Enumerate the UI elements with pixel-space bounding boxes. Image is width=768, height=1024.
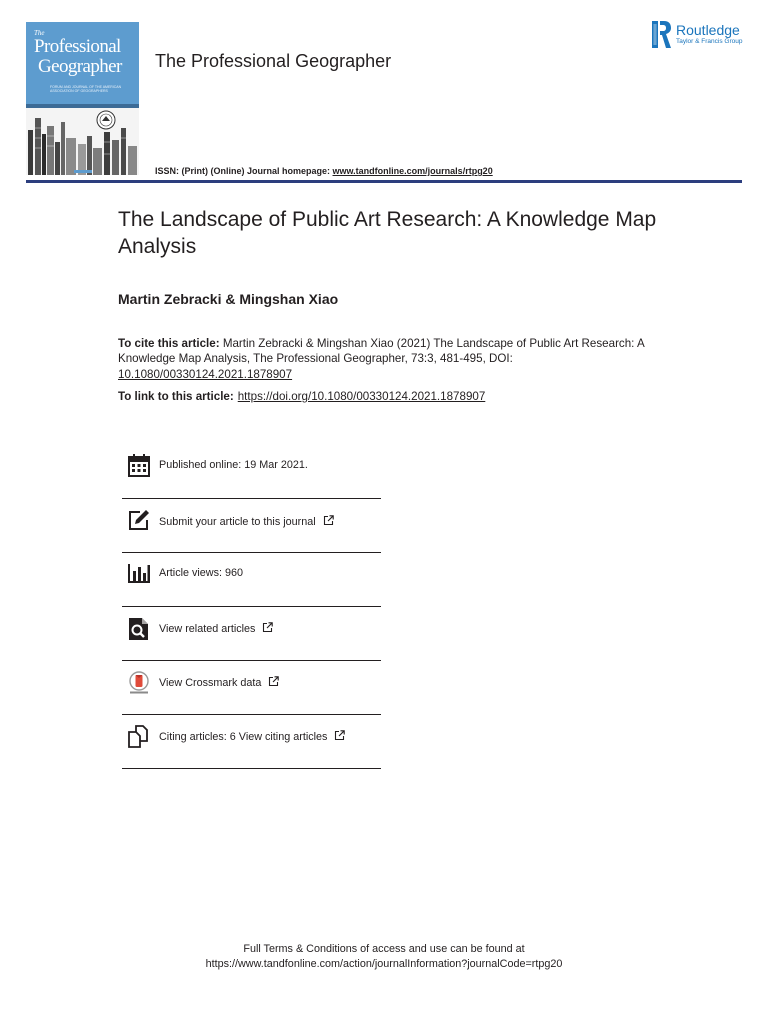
city-skyline-graphic <box>26 108 139 175</box>
issn-line <box>155 166 493 176</box>
crossmark-label: View Crossmark data <box>159 677 262 689</box>
footer-terms-text: Full Terms & Conditions of access and use can be found at <box>243 943 525 955</box>
cover-subtitle: FORUM AND JOURNAL OF THE AMERICAN ASSOCIATION OF GEOGRAPHERS <box>50 85 122 93</box>
publisher-name: Routledge <box>676 22 740 38</box>
article-views-item <box>122 553 381 607</box>
edit-icon <box>127 508 151 532</box>
submit-article-link[interactable] <box>159 515 334 528</box>
citing-articles-item[interactable] <box>122 715 381 769</box>
header-divider <box>26 180 742 183</box>
crossmark-link[interactable] <box>159 676 279 689</box>
cover-title-line2: Geographer <box>38 55 122 77</box>
external-link-icon <box>323 515 334 526</box>
article-title: The Landscape of Public Art Research: A Knowledge Map Analysis <box>118 208 657 258</box>
cover-title-line1: Professional <box>34 36 121 58</box>
cite-text: Martin Zebracki & Mingshan Xiao (2021) The Landscape of Public Art Research: A Knowledge Map Analysis, The Professional Geographer, 73:3, 481-495, DOI: <box>118 337 645 366</box>
crossmark-icon <box>127 671 151 695</box>
link-label: To link to this article: <box>118 390 234 403</box>
cite-doi-link[interactable]: 10.1080/00330124.2021.1878907 <box>118 367 293 381</box>
related-articles-label: View related articles <box>159 623 256 635</box>
publisher-group: Taylor & Francis Group <box>676 38 743 45</box>
citing-articles-label: Citing articles: 6 View citing articles <box>159 731 328 743</box>
article-info-list <box>122 445 381 769</box>
article-views-label: Article views: 960 <box>159 567 244 579</box>
article-authors: Martin Zebracki & Mingshan Xiao <box>118 291 339 307</box>
journal-title: The Professional Geographer <box>155 51 392 71</box>
journal-homepage-link[interactable]: www.tandfonline.com/journals/rtpg20 <box>332 166 493 176</box>
cover-photo <box>26 108 139 175</box>
cover-title-the: The <box>34 29 45 37</box>
bar-chart-icon <box>127 561 151 585</box>
publisher-logo[interactable] <box>652 21 748 51</box>
footer-terms-url[interactable]: https://www.tandfonline.com/action/journalInformation?journalCode=rtpg20 <box>205 958 563 970</box>
search-document-icon <box>127 617 151 641</box>
submit-article-label: Submit your article to this journal <box>159 516 316 528</box>
external-link-icon <box>262 622 273 633</box>
link-block <box>118 390 485 403</box>
journal-cover-image <box>26 22 139 175</box>
routledge-r-icon <box>652 21 671 48</box>
external-link-icon <box>268 676 279 687</box>
crossmark-item[interactable] <box>122 661 381 715</box>
submit-article-item[interactable] <box>122 499 381 553</box>
issn-text: ISSN: (Print) (Online) Journal homepage: <box>155 166 333 176</box>
citing-articles-link[interactable] <box>159 730 345 743</box>
cite-label: To cite this article: <box>118 337 220 350</box>
cover-title <box>34 30 138 76</box>
related-articles-link[interactable] <box>159 622 273 635</box>
calendar-icon <box>127 453 151 477</box>
article-doi-link[interactable]: https://doi.org/10.1080/00330124.2021.1878907 <box>237 390 486 403</box>
external-link-icon <box>334 730 345 741</box>
footer <box>0 942 768 972</box>
citation-block <box>118 336 658 382</box>
published-online-label: Published online: 19 Mar 2021. <box>159 459 308 471</box>
related-articles-item[interactable] <box>122 607 381 661</box>
citing-articles-icon <box>127 724 151 748</box>
published-online-item <box>122 445 381 499</box>
